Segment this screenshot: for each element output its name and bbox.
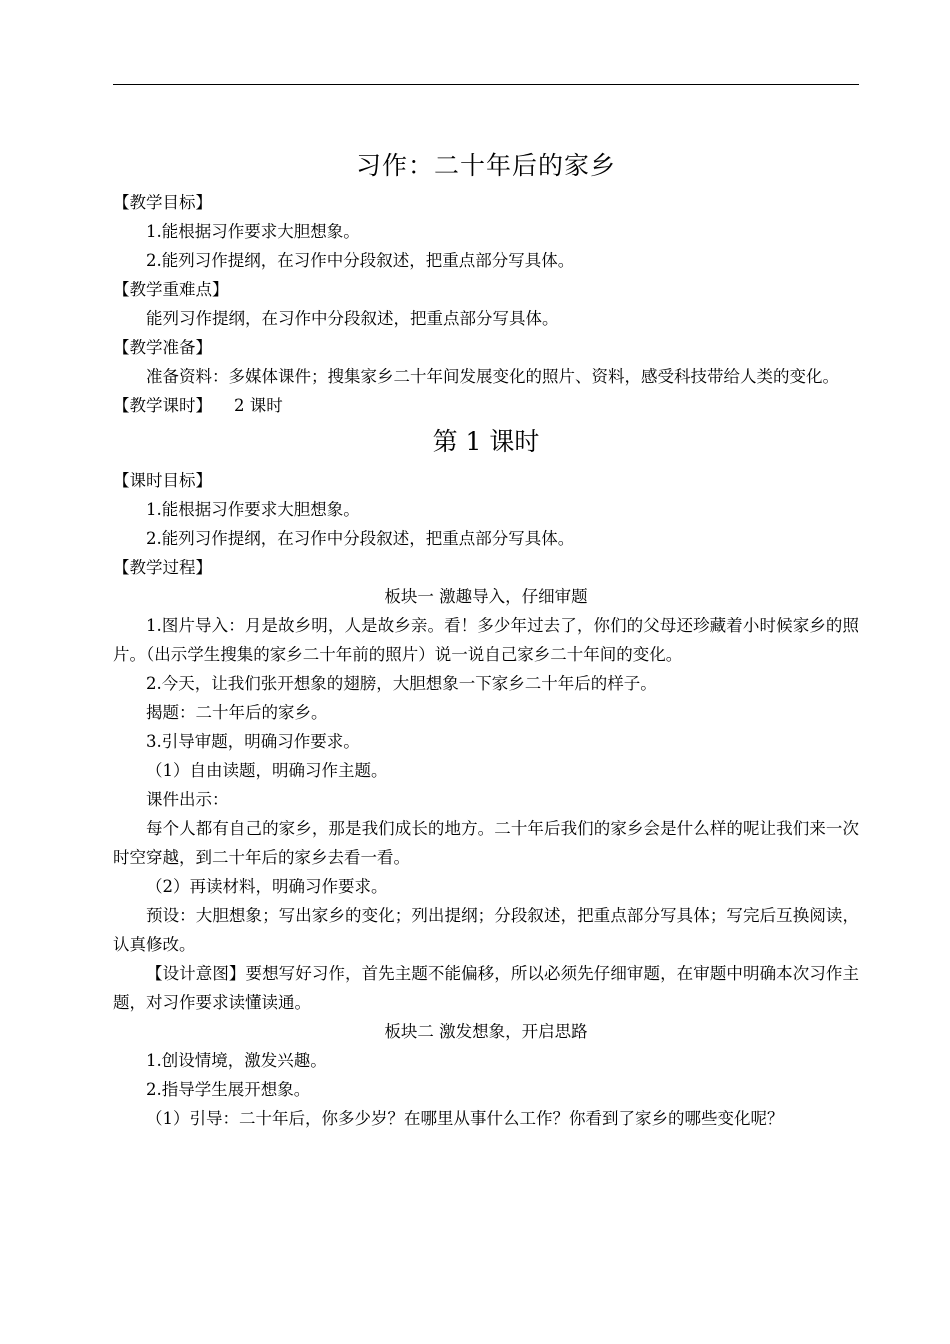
lesson-objectives-heading: 【课时目标】 bbox=[113, 471, 212, 490]
lesson-objective-1: 1.能根据习作要求大胆想象。 bbox=[146, 500, 360, 519]
objectives-heading: 【教学目标】 bbox=[113, 193, 212, 212]
page-title: 习作：二十年后的家乡 bbox=[355, 151, 616, 180]
block2-paragraph-3: （1）引导：二十年后，你多少岁？在哪里从事什么工作？你看到了家乡的哪些变化呢？ bbox=[146, 1109, 784, 1128]
block1-paragraph-6: 课件出示： bbox=[146, 790, 229, 809]
objective-1: 1.能根据习作要求大胆想象。 bbox=[146, 222, 360, 241]
key-points: 能列习作提纲，在习作中分段叙述，把重点部分写具体。 bbox=[146, 309, 559, 328]
block1-design-intent: 【设计意图】要想写好习作，首先主题不能偏移，所以必须先仔细审题，在审题中明确本次习作主题，对习作要求读懂读通。 bbox=[113, 964, 859, 1012]
block1-title: 板块一 激趣导入，仔细审题 bbox=[384, 587, 588, 606]
block1-paragraph-5: （1）自由读题，明确习作主题。 bbox=[146, 761, 388, 780]
objective-2: 2.能列习作提纲，在习作中分段叙述，把重点部分写具体。 bbox=[146, 251, 575, 270]
preparation-heading: 【教学准备】 bbox=[113, 338, 212, 357]
document-body bbox=[113, 146, 859, 1133]
lesson-objective-2: 2.能列习作提纲，在习作中分段叙述，把重点部分写具体。 bbox=[146, 529, 575, 548]
block1-paragraph-7: 每个人都有自己的家乡，那是我们成长的地方。二十年后我们的家乡会是什么样的呢让我们来一次时空穿越，到二十年后的家乡去看一看。 bbox=[113, 819, 859, 867]
preparation-text: 准备资料：多媒体课件；搜集家乡二十年间发展变化的照片、资料，感受科技带给人类的变化。 bbox=[146, 367, 839, 386]
hours-line bbox=[113, 391, 859, 420]
block1-paragraph-1: 1.图片导入：月是故乡明，人是故乡亲。看！多少年过去了，你们的父母还珍藏着小时候家乡的照片。（出示学生搜集的家乡二十年前的照片）说一说自己家乡二十年间的变化。 bbox=[113, 616, 859, 664]
block1-paragraph-2: 2.今天，让我们张开想象的翅膀，大胆想象一下家乡二十年后的样子。 bbox=[146, 674, 657, 693]
hours-value: 2 课时 bbox=[234, 396, 283, 415]
block1-paragraph-3: 揭题：二十年后的家乡。 bbox=[146, 703, 328, 722]
block1-paragraph-4: 3.引导审题，明确习作要求。 bbox=[146, 732, 360, 751]
hours-heading: 【教学课时】 bbox=[113, 396, 212, 415]
block2-paragraph-2: 2.指导学生展开想象。 bbox=[146, 1080, 311, 1099]
lesson-title: 第 1 课时 bbox=[432, 427, 540, 456]
block2-paragraph-1: 1.创设情境，激发兴趣。 bbox=[146, 1051, 327, 1070]
block1-paragraph-9: 预设：大胆想象；写出家乡的变化；列出提纲；分段叙述，把重点部分写具体；写完后互换阅读，认真修改。 bbox=[113, 906, 859, 954]
key-points-heading: 【教学重难点】 bbox=[113, 280, 229, 299]
process-heading: 【教学过程】 bbox=[113, 558, 212, 577]
block2-title: 板块二 激发想象，开启思路 bbox=[384, 1022, 588, 1041]
header-rule bbox=[113, 84, 859, 85]
block1-paragraph-8: （2）再读材料，明确习作要求。 bbox=[146, 877, 388, 896]
